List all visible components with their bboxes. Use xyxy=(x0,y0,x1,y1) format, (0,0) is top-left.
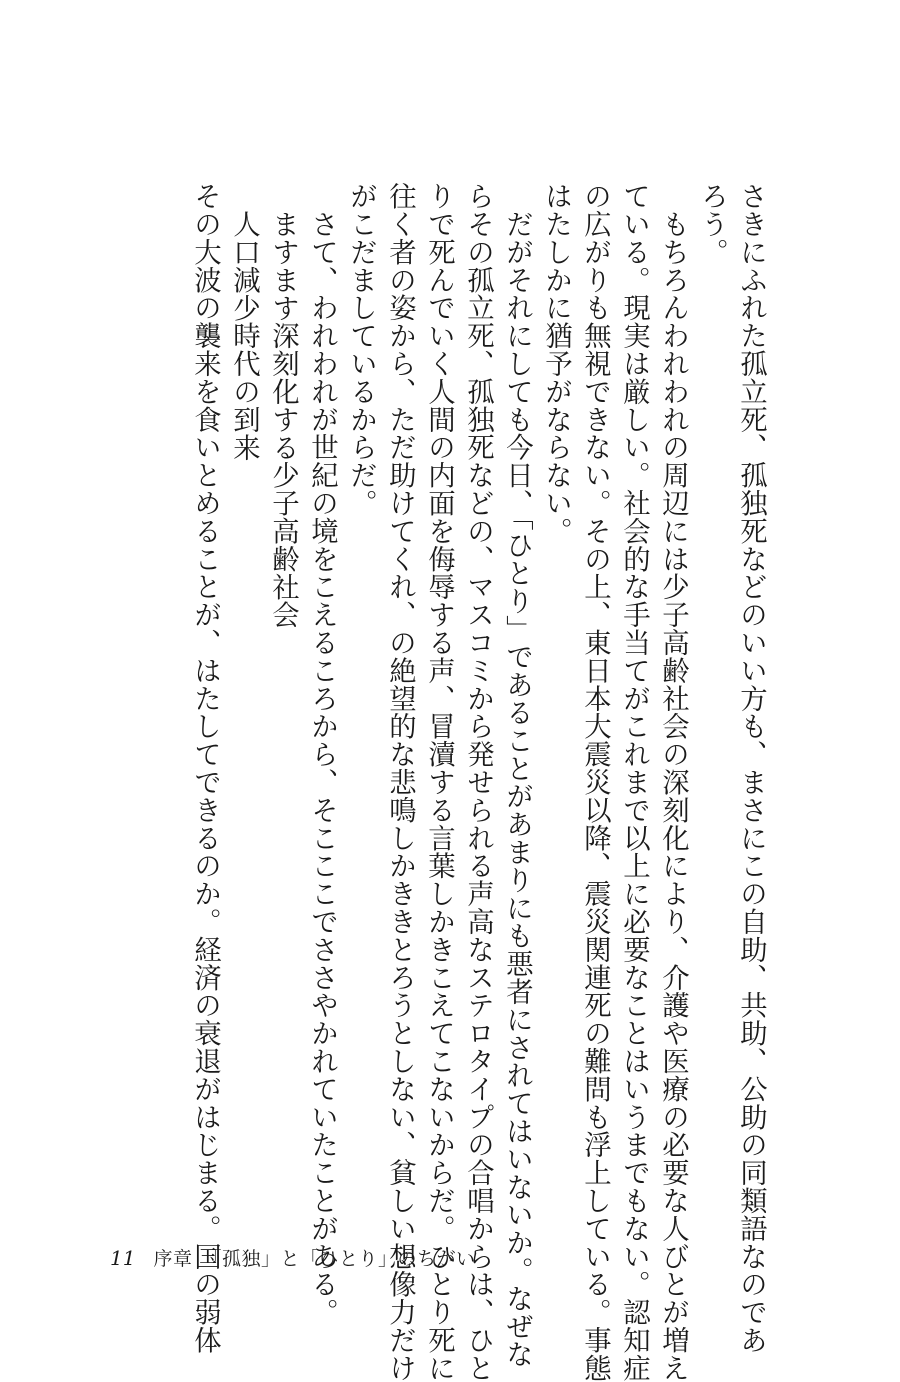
text-line: の広がりも無視できない。その上、東日本大震災以降、震災関連死の難問も浮上している。事態 xyxy=(579,182,610,1382)
text-line: りで死んでいく人間の内面を侮辱する声、冒瀆する言葉しかきこえてこないからだ。ひとり死に xyxy=(423,182,454,1382)
text-line: がこだましているからだ。 xyxy=(345,182,376,517)
text-line: だがそれにしても今日、「ひとり」であることがあまりにも悪者にされてはいないか。なぜな xyxy=(501,182,532,1368)
text-line: ている。現実は厳しい。社会的な手当てがこれまで以上に必要なことはいうまでもない。認知症 xyxy=(618,182,649,1382)
text-line: 往く者の姿から、ただ助けてくれ、の絶望的な悲鳴しかききとろうとしない、貧しい想像力だけ xyxy=(384,182,415,1382)
page-footer xyxy=(110,1244,475,1271)
text-line: さきにふれた孤立死、孤独死などのいい方も、まさにこの自助、共助、公助の同類語なのであ xyxy=(735,182,766,1354)
text-line: らその孤立死、孤独死などの、マスコミから発せられる声高なステロタイプの合唱からは、ひと xyxy=(462,182,493,1382)
text-line: もちろんわれわれの周辺には少子高齢社会の深刻化により、介護や医療の必要な人びとが増え xyxy=(657,182,688,1382)
text-line: さて、われわれが世紀の境をこえるころから、そこここでささやかれていたことがある。 xyxy=(306,182,337,1326)
text-line: ろう。 xyxy=(696,182,727,266)
running-head: 序章 「孤独」と「ひとり」のちがい xyxy=(153,1248,476,1270)
page-number: 11 xyxy=(110,1246,136,1270)
highlight-line: ますます深刻化する少子高齢社会 xyxy=(267,210,298,629)
text-line: はたしかに猶予がならない。 xyxy=(540,182,571,545)
text-line: その大波の襲来を食いとめることが、はたしてできるのか。経済の衰退がはじまる。国の弱体 xyxy=(189,182,220,1354)
highlight-line: 人口減少時代の到来 xyxy=(228,210,259,462)
